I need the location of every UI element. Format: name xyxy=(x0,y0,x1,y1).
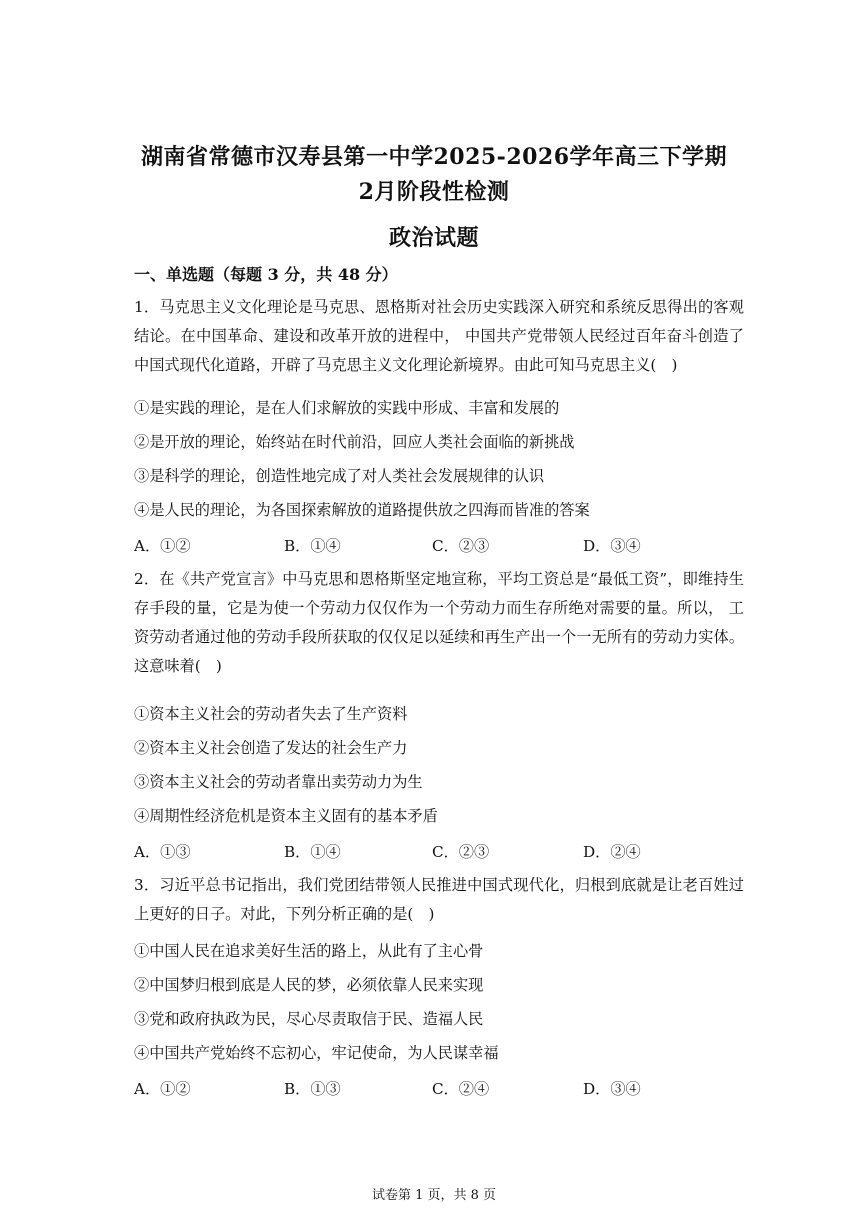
question-3-choice-a[interactable]: A．①② xyxy=(134,1080,191,1098)
question-1-choice-a[interactable]: A．①② xyxy=(134,537,191,555)
question-3-option-4: ④中国共产党始终不忘初心，牢记使命，为人民谋幸福 xyxy=(134,1044,499,1062)
section-heading: 一、单选题（每题 3 分，共 48 分） xyxy=(134,265,398,284)
page-footer: 试卷第 1 页，共 8 页 xyxy=(371,1188,497,1203)
question-2-option-4: ④周期性经济危机是资本主义固有的基本矛盾 xyxy=(134,807,438,825)
question-2-option-1: ①资本主义社会的劳动者失去了生产资料 xyxy=(134,705,408,723)
exam-title-line2: 2月阶段性检测 xyxy=(358,179,510,205)
question-2-choice-b[interactable]: B．①④ xyxy=(284,843,341,861)
question-2-choice-a[interactable]: A．①③ xyxy=(134,843,191,861)
question-3-option-3: ③党和政府执政为民，尽心尽责取信于民、造福人民 xyxy=(134,1010,484,1028)
question-1-choice-b[interactable]: B．①④ xyxy=(284,537,341,555)
question-3-option-2: ②中国梦归根到底是人民的梦，必须依靠人民来实现 xyxy=(134,976,484,994)
question-1-stem: 1．马克思主义文化理论是马克思、恩格斯对社会历史实践深入研究和系统反思得出的客观结论。在中国革命、建设和改革开放的进程中， 中国共产党带领人民经过百年奋斗创造了中国式现代化道路，开辟了马克思主义文化理论新境界。由此可知马克思主义( ) xyxy=(134,298,744,374)
question-3-option-1: ①中国人民在追求美好生活的路上，从此有了主心骨 xyxy=(134,942,484,960)
question-2-option-3: ③资本主义社会的劳动者靠出卖劳动力为生 xyxy=(134,773,423,791)
question-3-choice-b[interactable]: B．①③ xyxy=(284,1080,341,1098)
question-1-choice-c[interactable]: C．②③ xyxy=(432,537,490,555)
question-3-stem: 3．习近平总书记指出，我们党团结带领人民推进中国式现代化，归根到底就是让老百姓过上更好的日子。对此，下列分析正确的是( ) xyxy=(134,876,744,923)
question-3-choice-c[interactable]: C．②④ xyxy=(432,1080,490,1098)
subject-title: 政治试题 xyxy=(388,225,479,251)
question-1-option-4: ④是人民的理论，为各国探索解放的道路提供放之四海而皆准的答案 xyxy=(134,501,590,519)
question-1-option-3: ③是科学的理论，创造性地完成了对人类社会发展规律的认识 xyxy=(134,467,545,485)
question-2-stem: 2．在《共产党宣言》中马克思和恩格斯坚定地宣称，平均工资总是“最低工资”，即维持生存手段的量，它是为使一个劳动力仅仅作为一个劳动力而生存所绝对需要的量。所以， 工资劳动者通过他的劳动手段所获取的仅仅足以延续和再生产出一个一无所有的劳动力实体。这意味着( ) xyxy=(134,570,744,675)
question-2-option-2: ②资本主义社会创造了发达的社会生产力 xyxy=(134,739,408,757)
question-2-choice-c[interactable]: C．②③ xyxy=(432,843,490,861)
question-3-choice-d[interactable]: D．③④ xyxy=(583,1080,641,1098)
question-1-choice-d[interactable]: D．③④ xyxy=(583,537,641,555)
exam-title-line1: 湖南省常德市汉寿县第一中学2025-2026学年高三下学期 xyxy=(140,144,728,170)
question-2-choice-d[interactable]: D．②④ xyxy=(583,843,641,861)
question-1-option-1: ①是实践的理论，是在人们求解放的实践中形成、丰富和发展的 xyxy=(134,399,560,417)
question-1-option-2: ②是开放的理论，始终站在时代前沿，回应人类社会面临的新挑战 xyxy=(134,433,575,451)
